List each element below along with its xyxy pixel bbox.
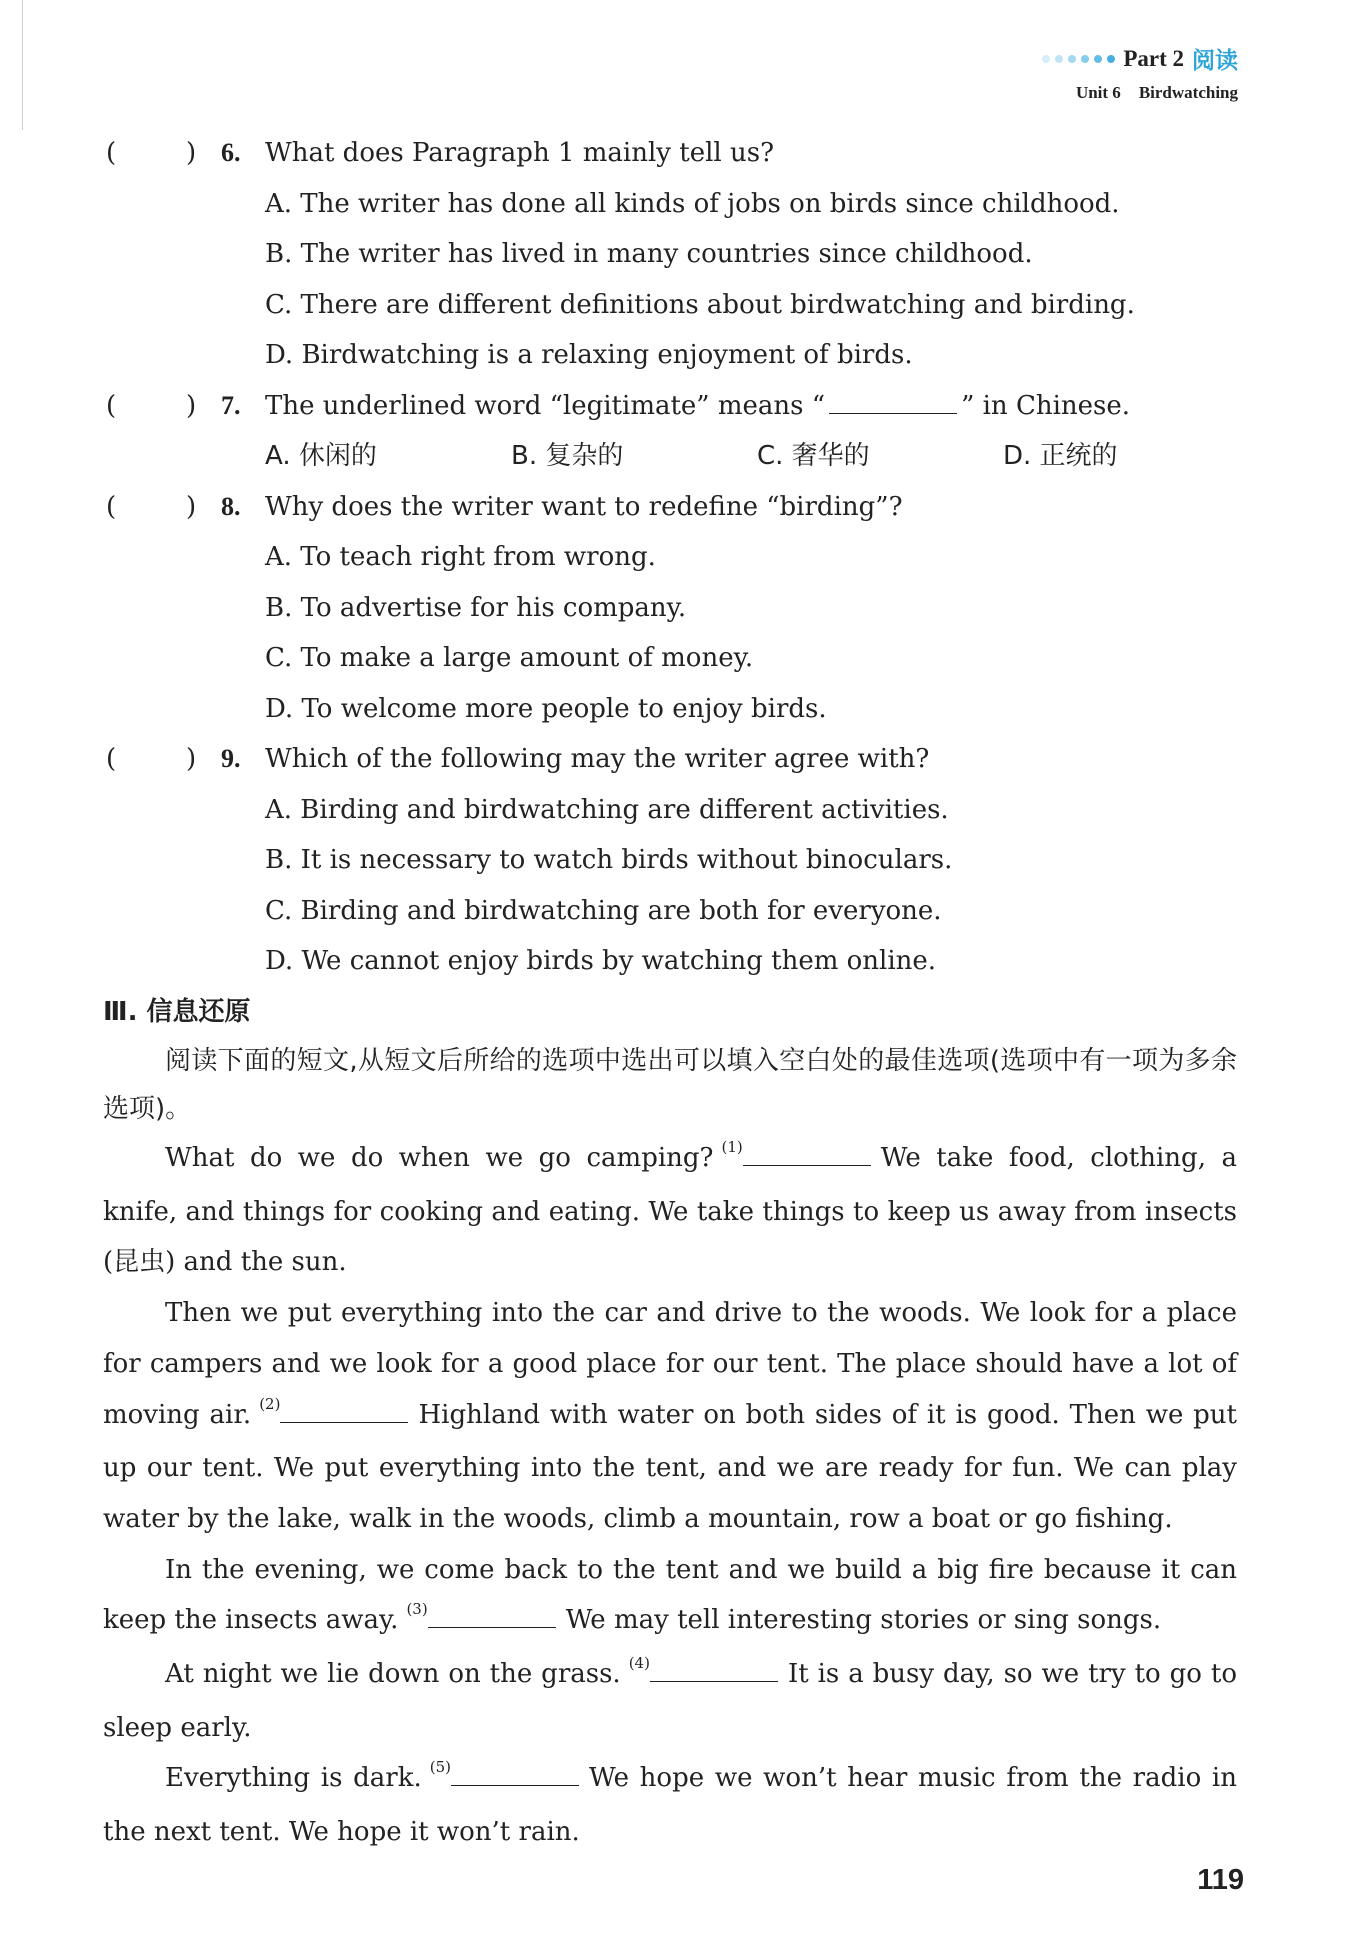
blank-number: (3): [406, 1600, 428, 1619]
option: C. There are different definitions about birdwatching and birding.: [265, 289, 1135, 320]
blank-number: (5): [429, 1758, 451, 1777]
option: B. It is necessary to watch birds without binoculars.: [265, 845, 953, 875]
part-label: Part 2: [1123, 45, 1184, 71]
page-number: 119: [1197, 1864, 1244, 1896]
option: C. Birding and birdwatching are both for everyone.: [265, 895, 942, 926]
option: C. To make a large amount of money.: [265, 643, 754, 673]
unit-label: Unit 6: [1075, 83, 1121, 102]
answer-blank-4[interactable]: [650, 1655, 778, 1682]
section-title: Ⅲ. 信息还原: [103, 996, 251, 1027]
option: A. Birding and birdwatching are different activities.: [265, 794, 949, 825]
option: B. To advertise for his company.: [265, 592, 687, 623]
passage-paragraph-3: In the evening, we come back to the tent and we build a big fire because it can keep the insects away. $^{(3)}$ We may tell interesting stories or sing songs.: [103, 1554, 1237, 1636]
blank-number: (4): [628, 1654, 650, 1673]
margin-line: [22, 0, 23, 130]
answer-blank-5[interactable]: [451, 1759, 579, 1786]
passage-paragraph-1: What do we do when we go camping? $^{(1)}$ We take food, clothing, a knife, and things for cooking and eating. We take things to keep us away from insects (昆虫) and the sun.: [103, 1138, 1237, 1278]
option: D. We cannot enjoy birds by watching them online.: [265, 946, 937, 976]
option: A. 休闲的: [265, 441, 377, 471]
answer-blank-3[interactable]: [428, 1601, 556, 1628]
section-label: 阅读: [1192, 48, 1238, 74]
unit-title: Birdwatching: [1138, 83, 1238, 102]
option-row: [103, 431, 1237, 482]
passage-paragraph-4: At night we lie down on the grass. $^{(4)}$ It is a busy day, so we try to go to sleep early.: [103, 1654, 1237, 1743]
option: A. The writer has done all kinds of jobs on birds since childhood.: [265, 188, 1120, 219]
decorative-dots: [1042, 55, 1115, 63]
answer-blank-2[interactable]: [280, 1396, 408, 1423]
question-6: ( ) 6. What does Paragraph 1 mainly tell us?: [103, 128, 1237, 179]
question-8: ( ) 8. Why does the writer want to redefine “birding”?: [103, 482, 1237, 533]
passage-paragraph-5: Everything is dark. $^{(5)}$ We hope we won’t hear music from the radio in the next tent. We hope it won’t rain.: [103, 1758, 1237, 1848]
option: D. To welcome more people to enjoy birds.: [265, 693, 827, 724]
question-number: 8.: [221, 491, 241, 521]
answer-blank[interactable]: [829, 383, 957, 414]
question-text: What does Paragraph 1 mainly tell us?: [265, 138, 775, 168]
passage-paragraph-2: Then we put everything into the car and drive to the woods. We look for a place for campers and we look for a good place for our tent. The place should have a lot of moving air. $^{(2)}$ Highland with water on both sides of it is good. Then we put up our tent. We put everything into the tent, and we are ready for fun. We can play water by the lake, walk in the woods, climb a mountain, row a boat or go fishing.: [103, 1298, 1238, 1534]
answer-blank-1[interactable]: [743, 1139, 871, 1166]
question-text: The underlined word “legitimate” means “ ” in Chinese.: [265, 381, 1130, 432]
question-number: 7.: [221, 390, 241, 420]
question-text: Which of the following may the writer agree with?: [265, 744, 930, 774]
page-content: [103, 128, 1237, 1858]
question-9: ( ) 9. Which of the following may the writer agree with?: [103, 734, 1237, 785]
section-instruction: 阅读下面的短文,从短文后所给的选项中选出可以填入空白处的最佳选项(选项中有一项为多余选项)。: [103, 1046, 1237, 1124]
question-text: Why does the writer want to redefine “birding”?: [265, 491, 903, 522]
option: B. 复杂的: [511, 441, 624, 471]
option: D. Birdwatching is a relaxing enjoyment of birds.: [265, 340, 913, 370]
option: B. The writer has lived in many countries since childhood.: [265, 239, 1033, 269]
question-number: 6.: [221, 138, 241, 167]
option: D. 正统的: [1003, 441, 1118, 471]
blank-number: (2): [259, 1394, 281, 1413]
option: C. 奢华的: [757, 441, 870, 471]
option: A. To teach right from wrong.: [265, 542, 656, 572]
question-7: ( ) 7. The underlined word “legitimate” means “ ” in Chinese.: [103, 381, 1237, 432]
question-number: 9.: [221, 744, 241, 773]
page-header: [1042, 42, 1238, 103]
blank-number: (1): [721, 1138, 743, 1156]
